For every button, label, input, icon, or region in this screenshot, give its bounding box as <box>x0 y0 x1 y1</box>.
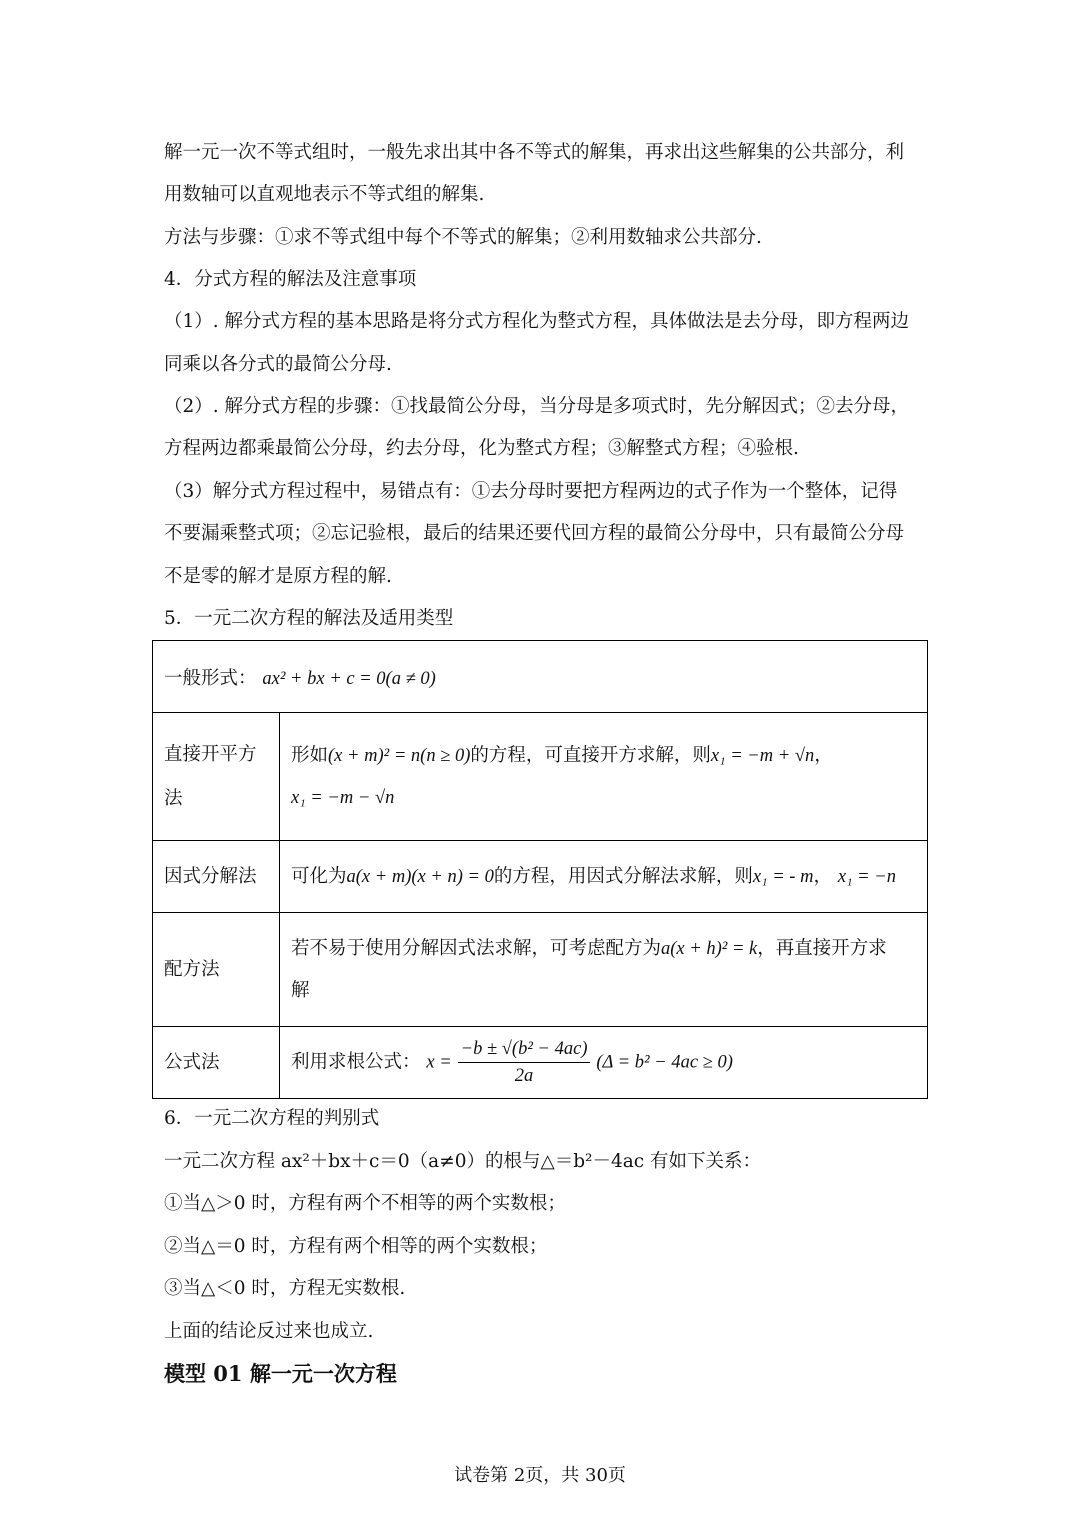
paragraph: 不要漏乘整式项；②忘记验根，最后的结果还要代回方程的最简公分母中，只有最简公分母 <box>164 523 905 544</box>
method-name <box>153 913 280 1027</box>
method-name <box>153 1027 280 1099</box>
description-text: 的方程，用因式分解法求解，则 <box>493 865 753 887</box>
table-row <box>153 713 928 841</box>
description-text: 形如 <box>291 744 329 766</box>
table-row <box>153 641 928 713</box>
paragraph: （2）. 解分式方程的步骤：①找最简公分母，当分母是多项式时，先分解因式；②去分母， <box>164 396 910 417</box>
description-text: 可化为 <box>291 865 347 887</box>
quadratic-formula-fraction <box>458 1036 591 1089</box>
formula: a(x + m)(x + n) = 0 <box>346 866 494 887</box>
paragraph: ①当△＞0 时，方程有两个不相等的两个实数根； <box>164 1193 566 1214</box>
fraction-numerator: −b ± √(b² − 4ac) <box>458 1036 591 1063</box>
punctuation: ， <box>814 744 833 766</box>
paragraph: ②当△＝0 时，方程有两个相等的两个实数根； <box>164 1236 548 1257</box>
table-row <box>153 1027 928 1099</box>
root-formula: x₁ = −n <box>837 866 896 887</box>
general-form-cell <box>153 641 928 713</box>
section-title: 4．分式方程的解法及注意事项 <box>164 269 417 290</box>
method-name-text: 配方法 <box>164 958 220 980</box>
punctuation: ， <box>813 865 832 887</box>
paragraph: ③当△＜0 时，方程无实数根. <box>164 1278 406 1299</box>
section-title: 6．一元二次方程的判别式 <box>164 1108 380 1129</box>
method-description <box>280 1027 928 1099</box>
method-name <box>153 713 280 841</box>
paragraph: （3）解分式方程过程中，易错点有：①去分母时要把方程两边的式子作为一个整体，记得 <box>164 481 898 502</box>
discriminant-condition: (Δ = b² − 4ac ≥ 0) <box>596 1052 733 1073</box>
paragraph: 不是零的解才是原方程的解. <box>164 566 392 587</box>
formula: x = <box>426 1052 452 1073</box>
general-form-label: 一般形式： <box>164 667 257 689</box>
description-text: 利用求根公式： <box>291 1051 421 1073</box>
model-heading: 模型 01 解一元一次方程 <box>164 1361 397 1386</box>
table-row <box>153 913 928 1027</box>
root-formula: x₁ = - m <box>752 866 814 887</box>
page-footer: 试卷第 2页，共 30页 <box>454 1465 626 1486</box>
root-formula: x₁ = −m − √n <box>291 787 395 808</box>
paragraph: 用数轴可以直观地表示不等式组的解集. <box>164 184 485 205</box>
method-name-text: 因式分解法 <box>164 865 257 887</box>
paragraph: （1）. 解分式方程的基本思路是将分式方程化为整式方程，具体做法是去分母，即方程两边 <box>164 311 910 332</box>
method-name <box>153 841 280 913</box>
method-description <box>280 841 928 913</box>
description-text: 若不易于使用分解因式法求解，可考虑配方为 <box>291 937 662 959</box>
method-description <box>280 913 928 1027</box>
section-title: 5．一元二次方程的解法及适用类型 <box>164 608 454 629</box>
root-formula: x₁ = −m + √n <box>710 745 815 766</box>
paragraph: 方法与步骤：①求不等式组中每个不等式的解集；②利用数轴求公共部分. <box>164 227 762 248</box>
paragraph: 上面的结论反过来也成立. <box>164 1321 374 1342</box>
method-description <box>280 713 928 841</box>
description-text: 解 <box>291 979 310 1001</box>
description-text: ，再直接开方求 <box>757 937 887 959</box>
general-form-formula: ax² + bx + c = 0(a ≠ 0) <box>262 668 436 689</box>
formula: a(x + h)² = k <box>661 938 758 959</box>
paragraph: 解一元一次不等式组时，一般先求出其中各不等式的解集，再求出这些解集的公共部分，利 <box>164 142 905 163</box>
method-name-text: 直接开平方法 <box>164 743 257 809</box>
fraction-denominator: 2a <box>514 1066 534 1086</box>
paragraph: 一元二次方程 ax²＋bx＋c＝0（a≠0）的根与△＝b²－4ac 有如下关系： <box>164 1151 761 1172</box>
description-text: 的方程，可直接开方求解，则 <box>470 744 711 766</box>
paragraph: 同乘以各分式的最简公分母. <box>164 354 392 375</box>
paragraph: 方程两边都乘最简公分母，约去分母，化为整式方程；③解整式方程；④验根. <box>164 438 799 459</box>
method-name-text: 公式法 <box>164 1051 220 1073</box>
quadratic-methods-table <box>152 640 928 1099</box>
table-row <box>153 841 928 913</box>
formula: (x + m)² = n(n ≥ 0) <box>328 745 471 766</box>
